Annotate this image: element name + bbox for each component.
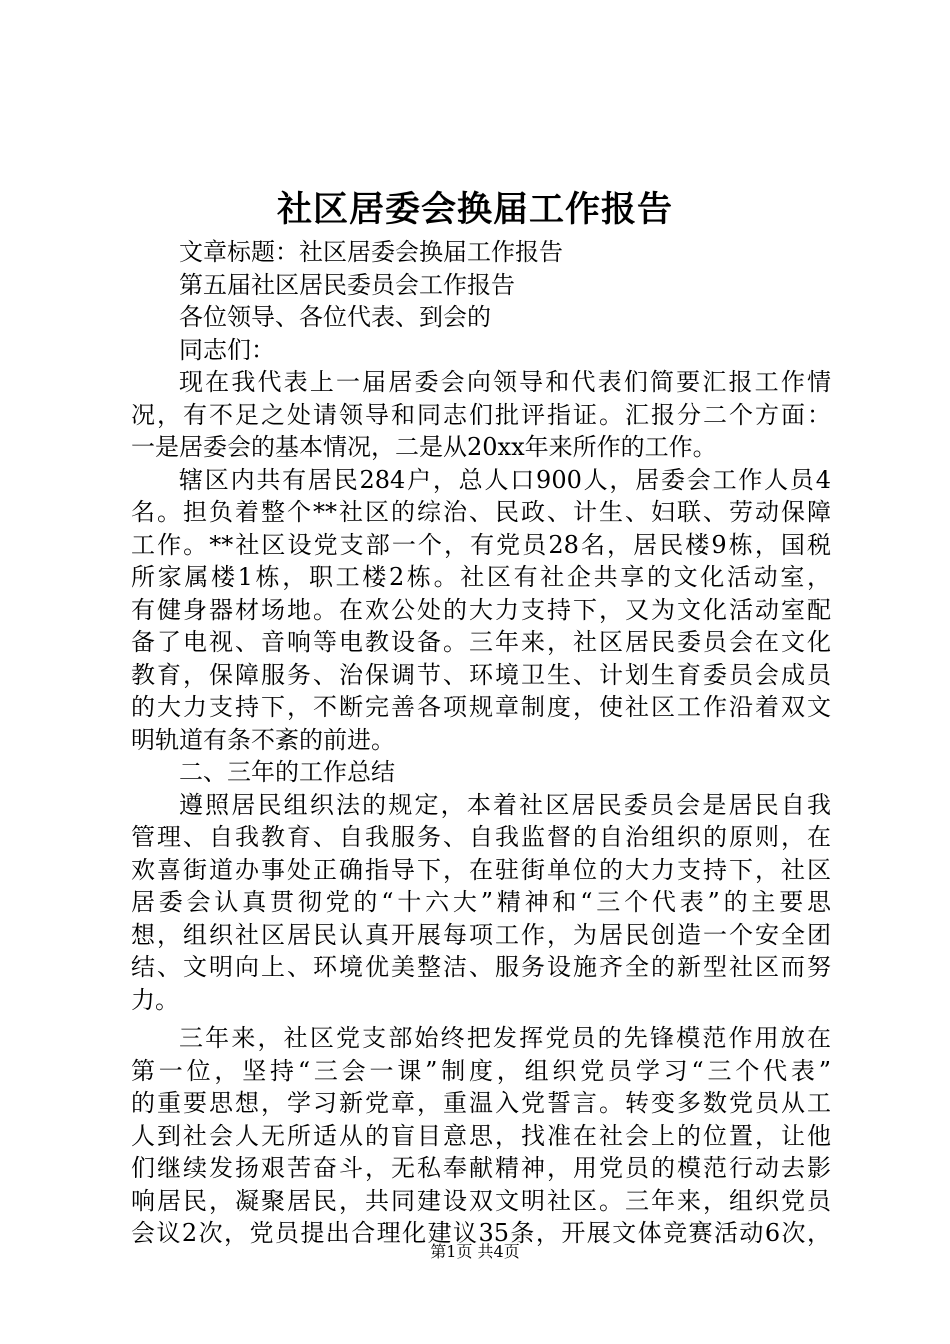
body-line: 第一位，坚持“三会一课”制度，组织党员学习“三个代表” [131, 1056, 831, 1085]
body-line: 有健身器材场地。在欢公处的大力支持下，又为文化活动室配 [131, 595, 831, 624]
body-line: 明轨道有条不紊的前进。 [131, 725, 395, 754]
body-line: 的重要思想，学习新党章，重温入党誓言。转变多数党员从工 [131, 1089, 831, 1117]
body-line: 想，组织社区居民认真开展每项工作，为居民创造一个安全团 [131, 920, 831, 949]
body-line: 二、三年的工作总结 [179, 758, 395, 786]
body-line: 各位领导、各位代表、到会的 [179, 303, 491, 331]
body-line: 遵照居民组织法的规定，本着社区居民委员会是居民自我 [179, 790, 831, 819]
body-line: 一是居委会的基本情况，二是从20xx年来所作的工作。 [131, 433, 717, 461]
body-line: 会议2次，党员提出合理化建议35条，开展文体竞赛活动6次， [131, 1219, 831, 1247]
body-line: 人到社会人无所适从的盲目意思，找准在社会上的位置，让他 [131, 1121, 831, 1150]
body-line: 管理、自我教育、自我服务、自我监督的自治组织的原则，在 [131, 823, 831, 851]
body-line: 备了电视、音响等电教设备。三年来，社区居民委员会在文化 [131, 628, 831, 656]
body-line: 力。 [131, 985, 179, 1014]
document-title: 社区居委会换届工作报告 [276, 189, 673, 230]
body-line: 辖区内共有居民284户，总人口900人，居委会工作人员4 [179, 465, 831, 494]
body-line: 的大力支持下，不断完善各项规章制度，使社区工作沿着双文 [131, 693, 831, 721]
body-line: 况，有不足之处请领导和同志们批评指证。汇报分二个方面： [131, 400, 831, 429]
body-line: 第五届社区居民委员会工作报告 [179, 270, 515, 299]
body-line: 欢喜街道办事处正确指导下，在驻街单位的大力支持下，社区 [131, 855, 831, 884]
body-line: 结、文明向上、环境优美整洁、服务设施齐全的新型社区而努 [131, 953, 831, 981]
document-body [131, 236, 831, 1250]
body-line: 教育，保障服务、治保调节、环境卫生、计划生育委员会成员 [131, 660, 831, 689]
body-line: 工作。**社区设党支部一个，有党员28名，居民楼9栋，国税 [131, 530, 831, 559]
body-line: 们继续发扬艰苦奋斗，无私奉献精神，用党员的模范行动去影 [131, 1154, 831, 1182]
body-line: 名。担负着整个**社区的综治、民政、计生、妇联、劳动保障 [131, 498, 831, 526]
body-line: 三年来，社区党支部始终把发挥党员的先锋模范作用放在 [179, 1024, 831, 1052]
body-line: 同志们： [179, 335, 275, 364]
body-line: 现在我代表上一届居委会向领导和代表们简要汇报工作情 [179, 368, 831, 396]
body-line: 居委会认真贯彻党的“十六大”精神和“三个代表”的主要思 [131, 888, 831, 916]
page-number-footer: 第1页 共4页 [430, 1242, 520, 1261]
body-line: 文章标题：社区居委会换届工作报告 [179, 238, 563, 266]
body-line: 响居民，凝聚居民，共同建设双文明社区。三年来，组织党员 [131, 1186, 831, 1215]
body-line: 所家属楼1栋，职工楼2栋。社区有社企共享的文化活动室， [131, 563, 831, 591]
